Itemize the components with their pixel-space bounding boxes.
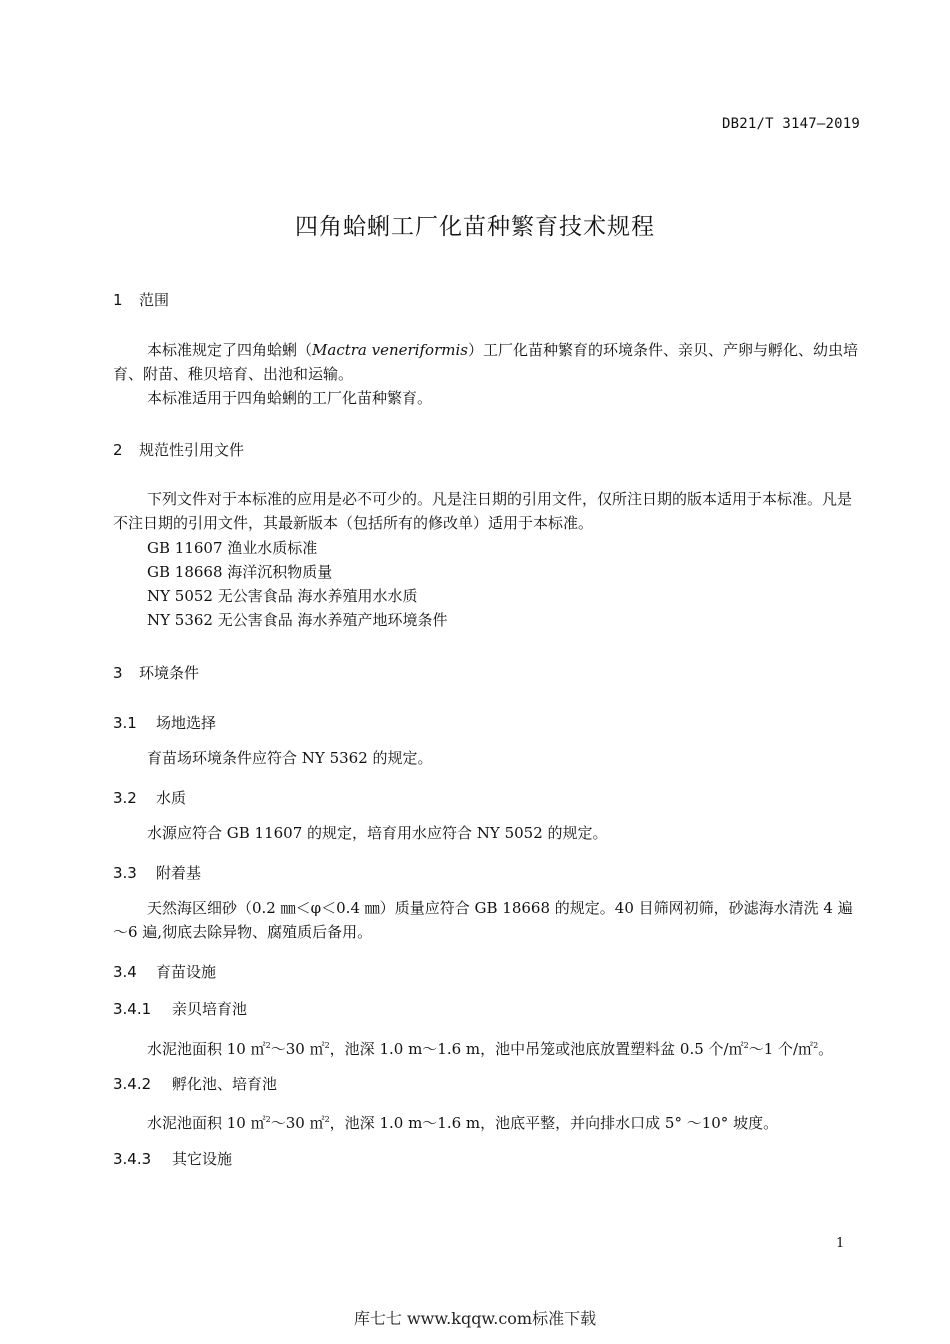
superscript: 2 (324, 1115, 330, 1124)
section-number: 1 (113, 291, 123, 309)
text-run: 水泥池面积 10 ㎡ (147, 1040, 266, 1058)
document-title: 四角蛤蜊工厂化苗种繁育技术规程 (295, 214, 655, 240)
section-title: 范围 (139, 291, 170, 309)
references-intro: 下列文件对于本标准的应用是必不可少的。凡是注日期的引用文件，仅所注日期的版本适用于本标准。凡是不注日期的引用文件，其最新版本（包括所有的修改单）适用于本标准。 (113, 490, 853, 532)
section-title: 育苗设施 (156, 963, 217, 981)
section-number: 3.2 (113, 789, 137, 807)
section-number: 3.4.3 (113, 1150, 152, 1168)
subsection-3-3-heading (113, 862, 201, 883)
reference-item: NY 5362 无公害食品 海水养殖产地环境条件 (147, 611, 448, 629)
superscript: 2 (324, 1041, 330, 1050)
text-run: ～1 个/㎡ (748, 1040, 814, 1058)
section-3-heading (113, 662, 199, 683)
text-run: ～30 ㎡ (270, 1040, 325, 1058)
text-run: ～30 ㎡ (270, 1114, 325, 1132)
reference-item: NY 5052 无公害食品 海水养殖用水水质 (147, 587, 418, 605)
section-title: 规范性引用文件 (139, 441, 245, 459)
section-2-heading (113, 439, 244, 460)
section-number: 2 (113, 441, 123, 459)
section-number: 3.3 (113, 864, 137, 882)
text-run: 。 (818, 1040, 834, 1058)
section-number: 3.1 (113, 714, 137, 732)
water-quality-text: 水源应符合 GB 11607 的规定，培育用水应符合 NY 5052 的规定。 (147, 824, 608, 842)
superscript: 2 (265, 1041, 271, 1050)
section-title: 附着基 (156, 864, 202, 882)
subsection-3-4-3-heading (113, 1148, 232, 1169)
text-run: ）工厂化苗种繁育的环境条件、亲贝、产卵与孵化、幼虫培育、附苗、稚贝培育、出池和运输。 (113, 341, 858, 383)
footer-watermark: 库七七 www.kqqw.com标准下载 (353, 1309, 597, 1328)
section-number: 3.4.2 (113, 1075, 152, 1093)
superscript: 2 (743, 1041, 749, 1050)
subsection-3-4-heading (113, 961, 216, 982)
section-1-heading (113, 289, 169, 310)
scope-applicability: 本标准适用于四角蛤蜊的工厂化苗种繁育。 (147, 389, 433, 407)
section-number: 3 (113, 664, 123, 682)
section-title: 水质 (156, 789, 187, 807)
reference-item: GB 18668 海洋沉积物质量 (147, 563, 333, 581)
section-title: 其它设施 (172, 1150, 233, 1168)
standard-code: DB21/T 3147—2019 (721, 116, 860, 132)
text-run: ，池深 1.0 m～1.6 m，池中吊笼或池底放置塑料盆 0.5 个/㎡ (329, 1040, 744, 1058)
text-run: ，池深 1.0 m～1.6 m，池底平整，并向排水口成 5° ～10° 坡度。 (329, 1114, 779, 1132)
substrate-text: 天然海区细砂（0.2 ㎜＜φ＜0.4 ㎜）质量应符合 GB 18668 的规定。40 目筛网初筛，砂滤海水清洗 4 遍～6 遍,彻底去除异物、腐殖质后备用。 (113, 899, 853, 941)
subsection-3-1-heading (113, 712, 216, 733)
reference-item: GB 11607 渔业水质标准 (147, 539, 318, 557)
subsection-3-2-heading (113, 787, 186, 808)
hatching-pond-text (147, 1108, 778, 1135)
superscript: 2 (265, 1115, 271, 1124)
subsection-3-4-2-heading (113, 1073, 277, 1094)
section-title: 场地选择 (156, 714, 217, 732)
section-title: 亲贝培育池 (172, 1000, 248, 1018)
page-number: 1 (836, 1236, 845, 1251)
text-run: 水泥池面积 10 ㎡ (147, 1114, 266, 1132)
section-number: 3.4.1 (113, 1000, 152, 1018)
superscript: 2 (813, 1041, 819, 1050)
broodstock-pond-text (147, 1034, 833, 1061)
subsection-3-4-1-heading (113, 998, 247, 1019)
latin-species-name: Mactra veneriformis (312, 341, 468, 359)
section-title: 环境条件 (139, 664, 200, 682)
text-run: 本标准规定了四角蛤蜊（ (147, 341, 313, 359)
section-title: 孵化池、培育池 (172, 1075, 278, 1093)
section-number: 3.4 (113, 963, 137, 981)
scope-paragraph (113, 338, 861, 386)
site-selection-text: 育苗场环境条件应符合 NY 5362 的规定。 (147, 749, 433, 767)
